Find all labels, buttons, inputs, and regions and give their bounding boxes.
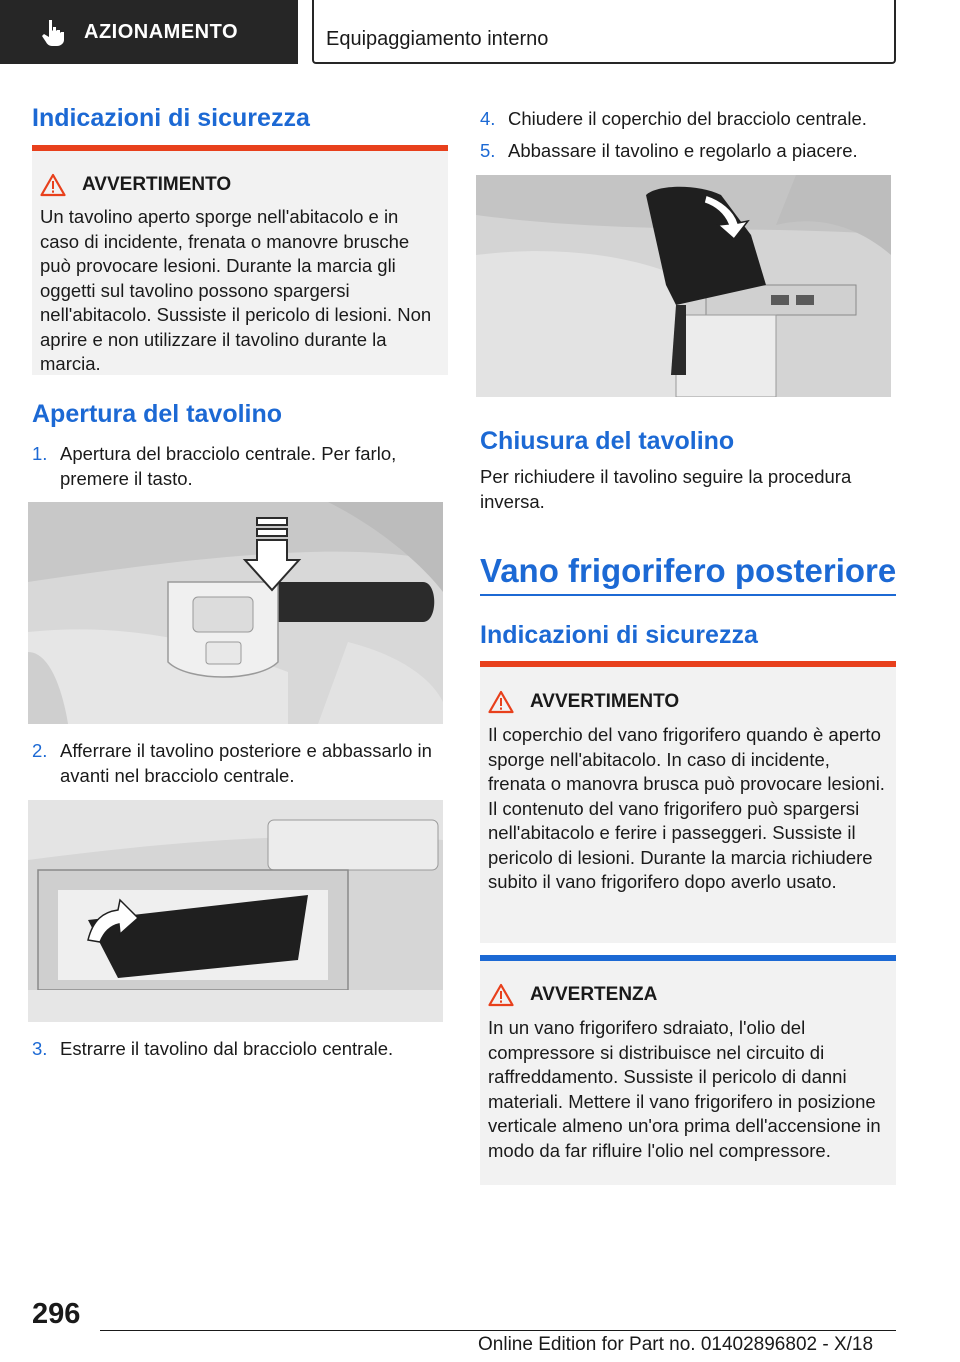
fridge-safety-heading: Indicazioni di sicurezza: [480, 621, 758, 649]
section-tab: [0, 0, 298, 64]
step-1: 1. Apertura del bracciolo centrale. Per farlo, premere il tasto.: [32, 443, 397, 489]
opening-heading: Apertura del tavolino: [32, 400, 283, 428]
warning-title-2: [488, 690, 679, 714]
footer-edition: Online Edition for Part no. 01402896802 - X/18: [478, 1334, 874, 1355]
closing-text: Per richiudere il tavolino seguire la procedura inversa.: [480, 466, 852, 512]
step-3: 3. Estrarre il tavolino dal bracciolo centrale.: [32, 1038, 394, 1059]
photo-armrest-button: [28, 502, 443, 724]
closing-heading: Chiusura del tavolino: [480, 427, 735, 455]
fridge-heading-rule: [480, 594, 896, 596]
notice-label: AVVERTENZA: [530, 984, 658, 1005]
hand-pointer-icon: [40, 18, 66, 46]
notice-text: In un vano frigorifero sdraiato, l'olio del compressore si distribuisce nel circuito di raffreddamento. Sussiste il pericolo di danni materiali. Mettere il vano frigorifero in posizione verticale almeno un'ora prima dell'accensione in modo da far rifluire l'olio nel compressore.: [488, 1017, 881, 1161]
warning-title: [40, 173, 231, 197]
photo-table-folding: [28, 800, 443, 1022]
chapter-title: Equipaggiamento interno: [326, 28, 549, 50]
warning-triangle-icon: [40, 173, 66, 197]
warning-text: Un tavolino aperto sporge nell'abitacolo e in caso di incidente, frenata o manovre brusche può provocare lesioni. Durante la marcia gli oggetti sul tavolino possono spargersi nell'abitacolo. Sussiste il pericolo di lesioni. Non aprire e non utilizzare il tavolino durante la marcia.: [40, 206, 432, 374]
section-title: AZIONAMENTO: [84, 20, 239, 43]
safety-heading: Indicazioni di sicurezza: [32, 104, 310, 132]
step-5: 5. Abbassare il tavolino e regolarlo a piacere.: [480, 140, 858, 161]
chapter-tab: [312, 0, 896, 64]
warning-text-2: Il coperchio del vano frigorifero quando è aperto sporge nell'abitacolo. In caso di incidente, frenata o manovra brusca può provocare lesioni. Il contenuto del vano frigorifero può spargersi nell'abitacolo e ferire i passeggeri. Sussiste il pericolo di lesioni. Durante la marcia richiudere subito il vano frigorifero dopo averlo usato.: [488, 724, 885, 892]
fridge-heading: Vano frigorifero posteriore: [480, 552, 897, 589]
footer-rule: [100, 1330, 896, 1331]
photo-table-unfolded: [476, 175, 891, 397]
step-2: 2. Afferrare il tavolino posteriore e abbassarlo in avanti nel bracciolo centrale.: [32, 740, 432, 786]
page-number: 296: [32, 1298, 81, 1330]
warning-label-2: AVVERTIMENTO: [530, 691, 680, 712]
warning-triangle-icon: [488, 690, 514, 714]
warning-label: AVVERTIMENTO: [82, 174, 232, 195]
notice-triangle-icon: [488, 983, 514, 1007]
step-4: 4. Chiudere il coperchio del bracciolo centrale.: [480, 108, 867, 129]
notice-title: [488, 983, 657, 1007]
